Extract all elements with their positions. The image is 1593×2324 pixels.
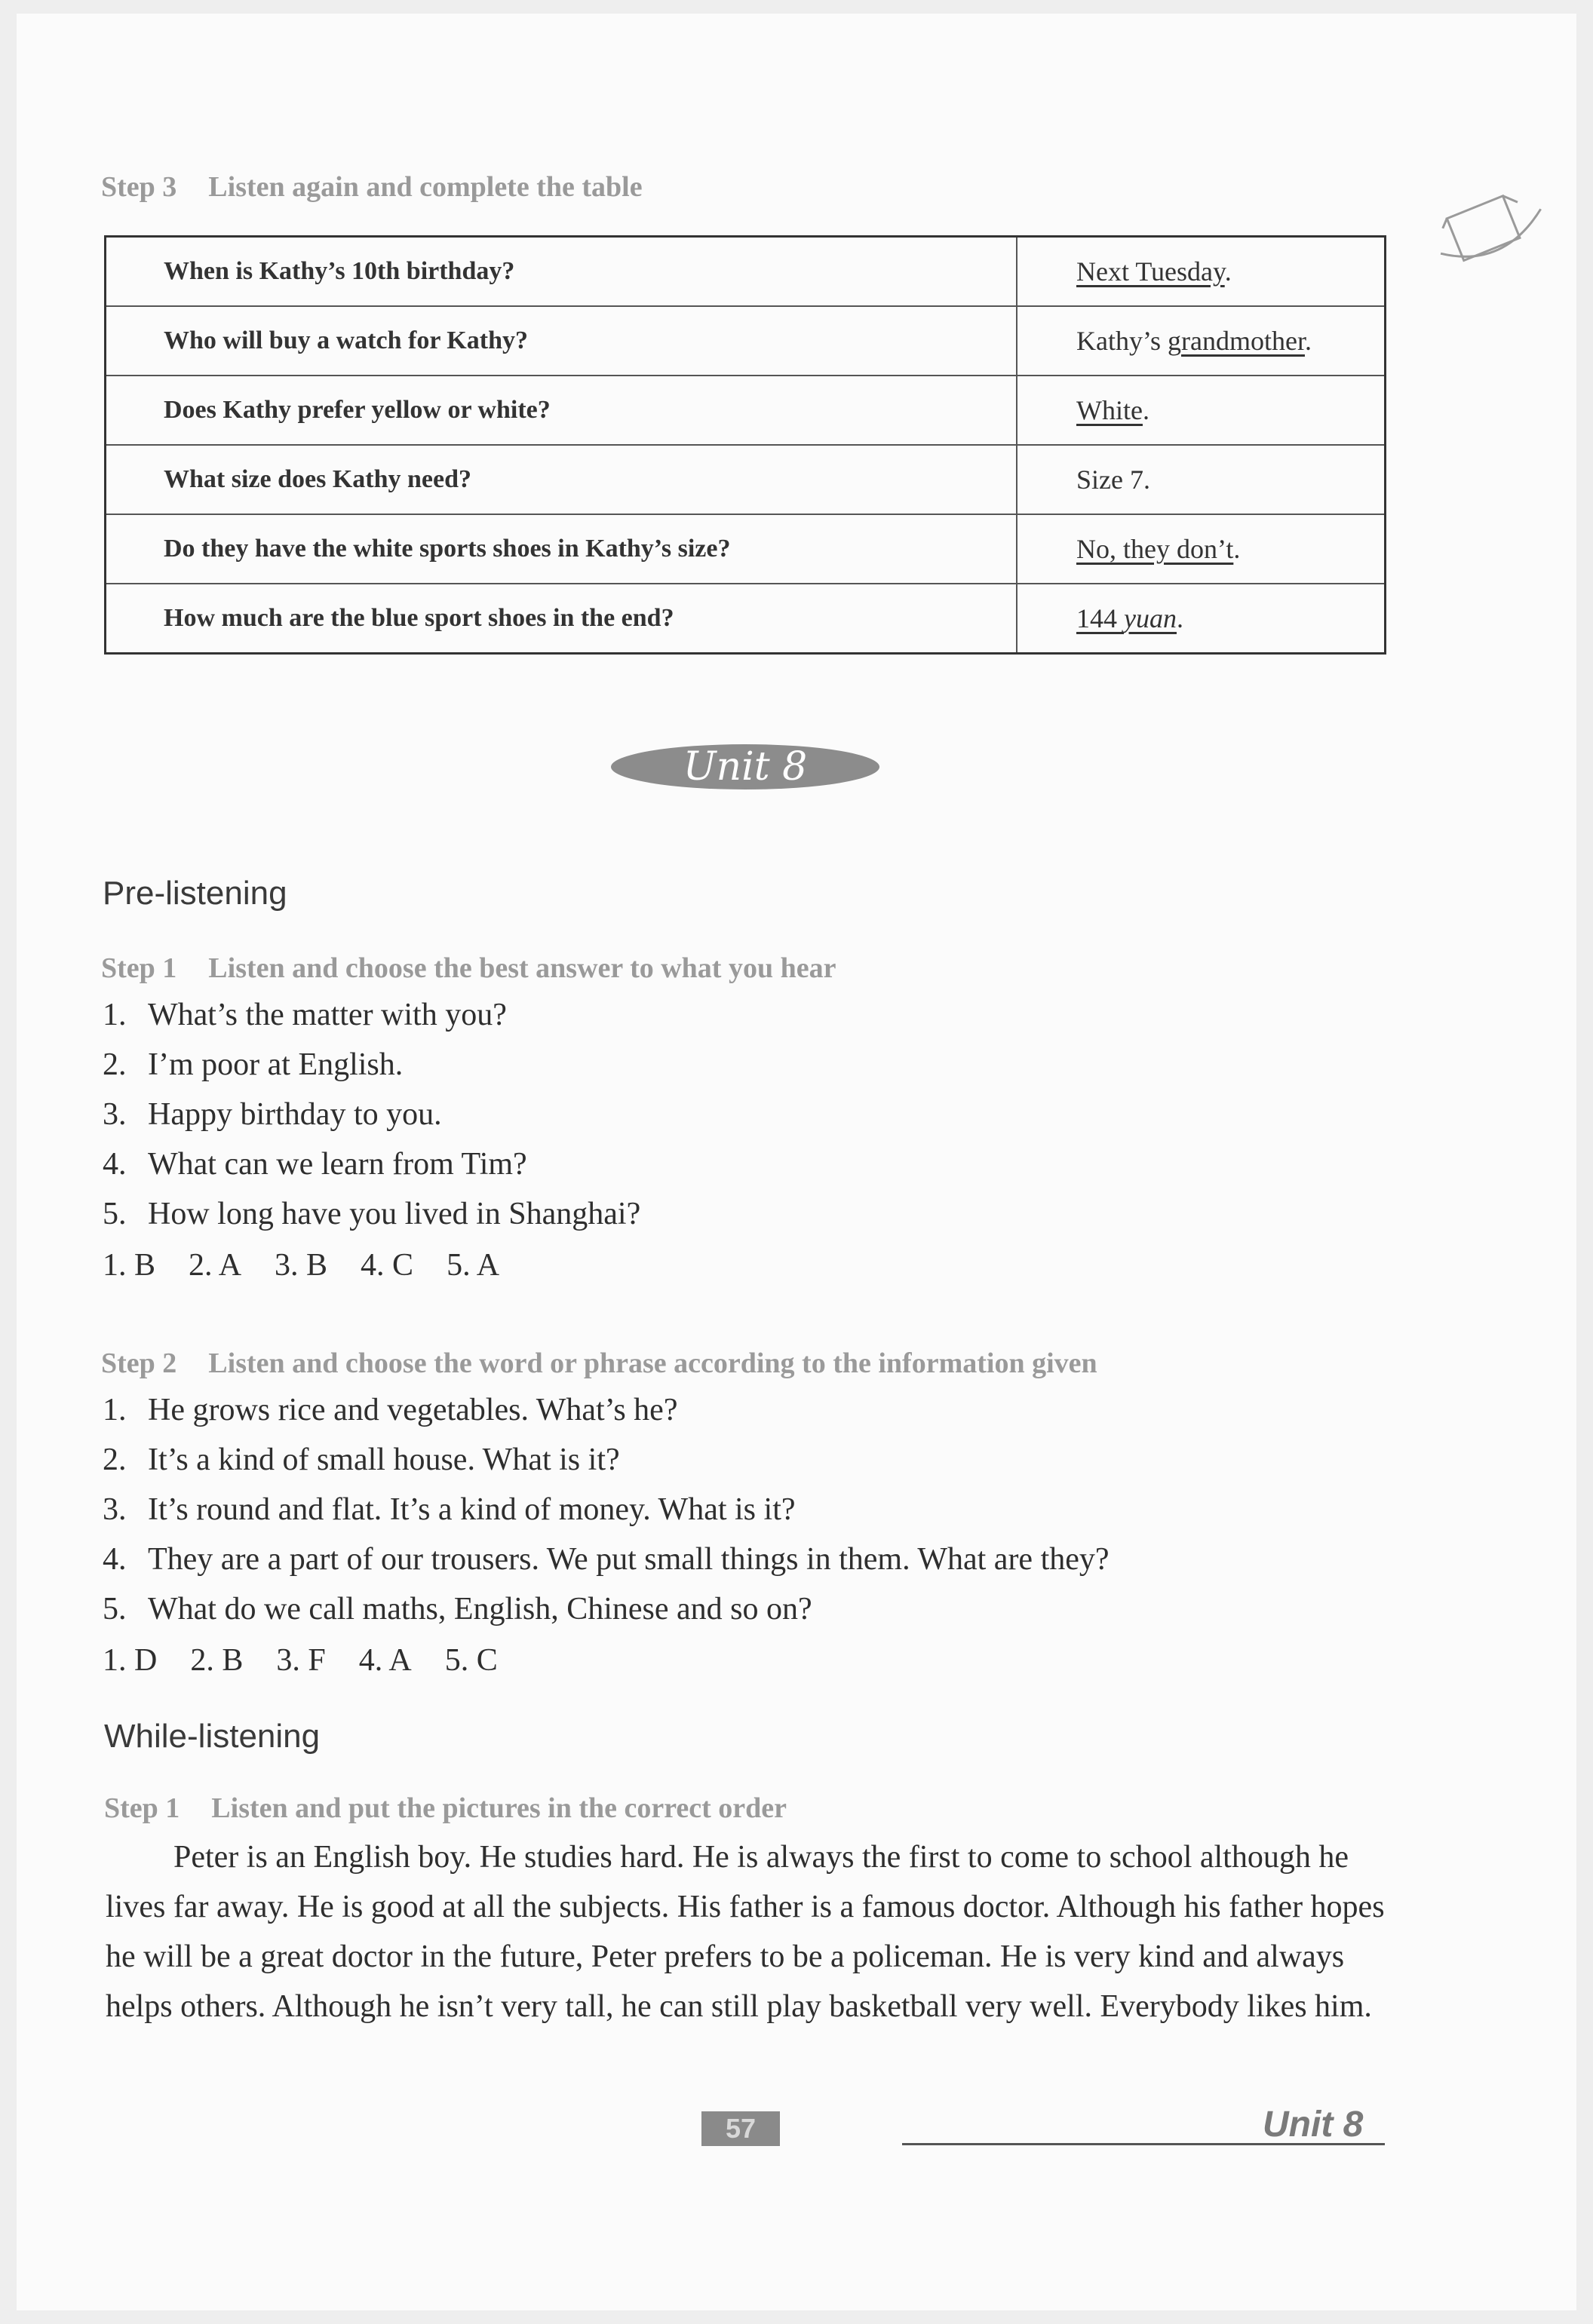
list-item (103, 1146, 527, 1182)
table-row (106, 445, 1386, 514)
stamp-logo-icon (1426, 189, 1554, 279)
item-number: 4. (103, 1542, 127, 1577)
item-number: 1. (103, 1393, 127, 1427)
answer-cell (1017, 514, 1386, 584)
answer-cell (1017, 376, 1386, 445)
pre-step1-text: Listen and choose the best answer to what you hear (208, 952, 836, 984)
while-step1-text: Listen and put the pictures in the correct order (211, 1792, 787, 1824)
question-cell: Do they have the white sports shoes in Kathy’s size? (106, 514, 1017, 584)
list-item (103, 1196, 640, 1232)
answer-key: 2. A (189, 1248, 242, 1283)
answer-cell (1017, 445, 1386, 514)
pre-step2-heading (101, 1347, 1097, 1380)
item-number: 2. (103, 1047, 127, 1082)
question-cell: When is Kathy’s 10th birthday? (106, 237, 1017, 307)
pre-listening-title: Pre-listening (103, 875, 287, 912)
while-step1-heading (104, 1792, 787, 1825)
item-text: I’m poor at English. (148, 1047, 404, 1082)
item-text: How long have you lived in Shanghai? (148, 1197, 641, 1231)
list-item (103, 1442, 620, 1478)
item-number: 3. (103, 1492, 127, 1527)
answer-underlined-text: 144 (1076, 603, 1124, 633)
question-cell: What size does Kathy need? (106, 445, 1017, 514)
answer-key: 4. C (361, 1248, 414, 1283)
item-text: Happy birthday to you. (148, 1097, 442, 1132)
passage-text: Peter is an English boy. He studies hard. He is always the first to come to school although he lives far away. He is good at all the subjects. His father is a famous doctor. Although his father hopes he will be a great doctor in the future, Peter prefers to be a policeman. He is very kind and always helps others. Although he isn’t very tall, he can still play basketball very well. Everybody likes him. (106, 1840, 1385, 2024)
answer-suffix: . (1224, 256, 1232, 287)
unit-badge (609, 742, 881, 792)
item-text: They are a part of our trousers. We put small things in them. What are they? (148, 1542, 1110, 1577)
answer-key: 5. C (444, 1643, 498, 1678)
answer-prefix: Size 7. (1076, 464, 1150, 495)
answer-key: 3. F (276, 1643, 326, 1678)
item-number: 1. (103, 998, 127, 1032)
answer-table (104, 235, 1386, 655)
answer-underlined-text: grandmother (1168, 326, 1305, 356)
step3-text: Listen again and complete the table (208, 171, 643, 203)
table-row (106, 376, 1386, 445)
question-cell: How much are the blue sport shoes in the end? (106, 584, 1017, 654)
question-cell: Who will buy a watch for Kathy? (106, 306, 1017, 376)
answer-underlined (1168, 326, 1305, 356)
item-text: What can we learn from Tim? (148, 1147, 527, 1182)
answer-cell (1017, 584, 1386, 654)
item-number: 3. (103, 1097, 127, 1132)
answer-suffix: . (1233, 534, 1241, 564)
list-item (103, 1492, 796, 1528)
answer-prefix: Kathy’s (1076, 326, 1168, 356)
list-item (103, 1047, 403, 1083)
item-number: 5. (103, 1592, 127, 1626)
answer-cell (1017, 237, 1386, 307)
answer-key: 1. B (103, 1248, 156, 1283)
answer-italic: yuan (1124, 603, 1177, 633)
pre-step2-text: Listen and choose the word or phrase according to the information given (208, 1347, 1097, 1379)
item-number: 4. (103, 1147, 127, 1182)
list-item (103, 997, 507, 1033)
answer-underlined (1076, 603, 1177, 633)
unit-badge-text: Unit 8 (683, 744, 808, 789)
footer-unit-label: Unit 8 (1263, 2105, 1364, 2145)
passage (106, 1832, 1394, 2031)
question-cell: Does Kathy prefer yellow or white? (106, 376, 1017, 445)
while-listening-title: While-listening (104, 1718, 321, 1755)
answer-key: 4. A (358, 1643, 412, 1678)
pre-step1-label: Step 1 (101, 952, 177, 984)
while-step1-label: Step 1 (104, 1792, 180, 1824)
item-text: It’s a kind of small house. What is it? (148, 1443, 620, 1477)
item-text: What’s the matter with you? (148, 998, 507, 1032)
answer-suffix: . (1176, 603, 1183, 633)
answer-underlined (1076, 534, 1233, 564)
answer-key: 2. B (190, 1643, 244, 1678)
answer-underlined (1076, 395, 1143, 425)
answer-key: 3. B (275, 1248, 328, 1283)
answer-underlined-text: Next Tuesday (1076, 256, 1225, 287)
table-row (106, 237, 1386, 307)
item-number: 5. (103, 1197, 127, 1231)
answer-underlined-text: White (1076, 395, 1143, 425)
answer-underlined-text: No, they don’t (1076, 534, 1234, 564)
item-number: 2. (103, 1443, 127, 1477)
pre-step1-answers (103, 1247, 533, 1283)
pre-step1-heading (101, 952, 836, 985)
answer-suffix: . (1304, 326, 1312, 356)
item-text: What do we call maths, English, Chinese and so on? (148, 1592, 812, 1626)
step3-label: Step 3 (101, 171, 177, 203)
list-item (103, 1392, 677, 1428)
answer-suffix: . (1142, 395, 1149, 425)
item-text: It’s round and flat. It’s a kind of money. What is it? (148, 1492, 796, 1527)
pre-step2-label: Step 2 (101, 1347, 177, 1379)
pre-step2-answers (103, 1642, 531, 1679)
item-text: He grows rice and vegetables. What’s he? (148, 1393, 678, 1427)
step3-heading (101, 170, 643, 204)
answer-underlined (1076, 256, 1225, 287)
table-row (106, 584, 1386, 654)
list-item (103, 1096, 442, 1133)
table-row (106, 514, 1386, 584)
answer-key: 5. A (447, 1248, 500, 1283)
answer-cell (1017, 306, 1386, 376)
page-number: 57 (701, 2111, 780, 2146)
answer-key: 1. D (103, 1643, 158, 1678)
list-item (103, 1541, 1110, 1577)
table-row (106, 306, 1386, 376)
list-item (103, 1591, 812, 1627)
